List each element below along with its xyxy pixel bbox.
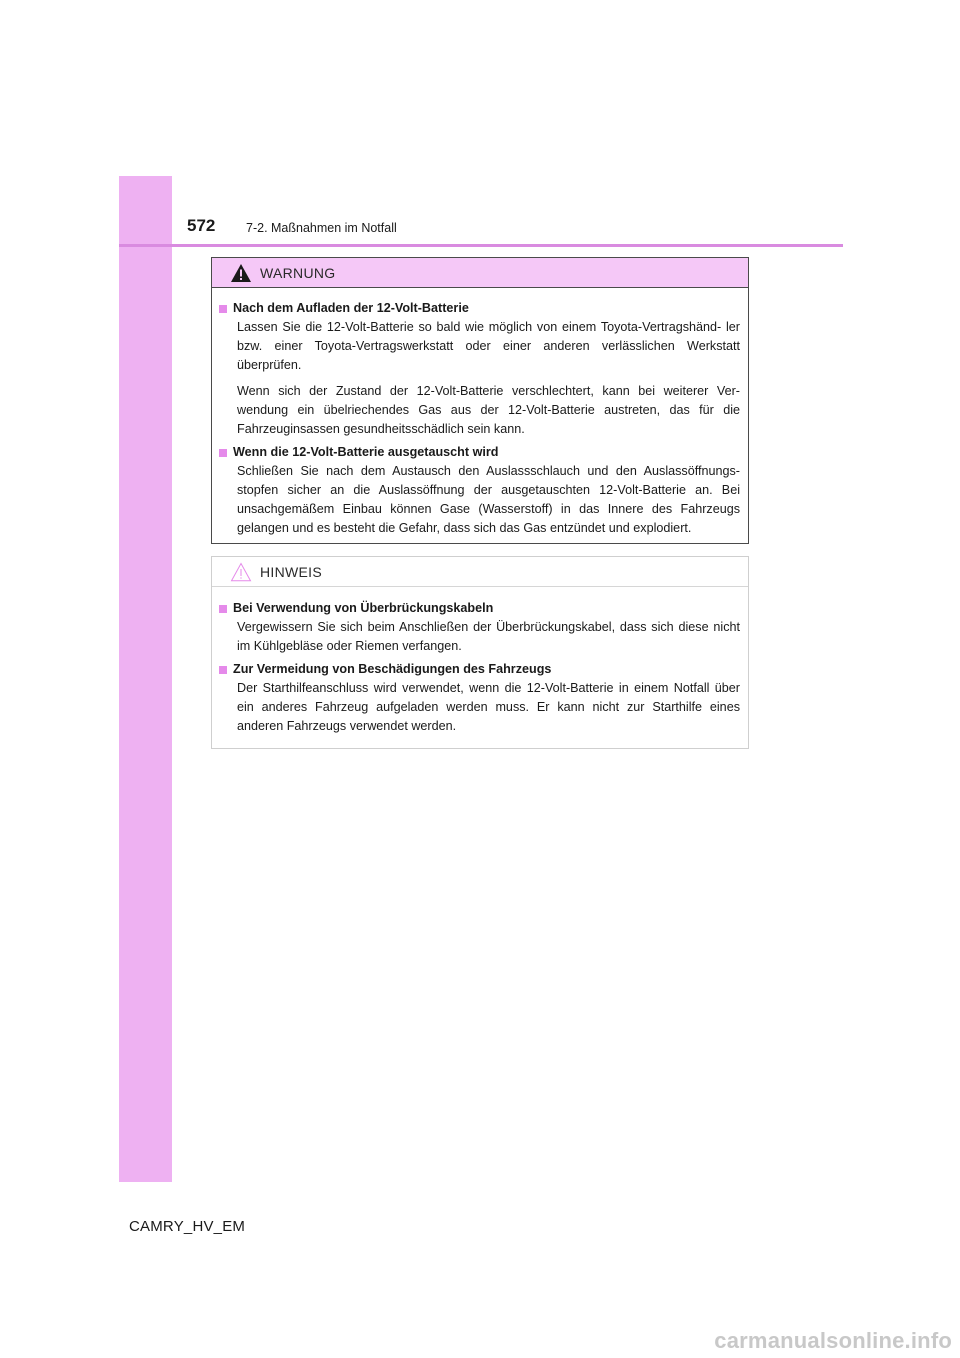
- warning-box: [211, 257, 749, 544]
- warning-body: [212, 288, 748, 538]
- warning-item-heading-text: Nach dem Aufladen der 12-Volt-Batterie: [233, 301, 469, 315]
- warning-title: WARNUNG: [260, 264, 336, 281]
- hint-title: HINWEIS: [260, 563, 322, 580]
- watermark: carmanualsonline.info: [714, 1328, 952, 1353]
- warning-header: [212, 258, 748, 288]
- square-bullet-icon: [219, 605, 227, 613]
- warning-paragraph: Lassen Sie die 12-Volt-Batterie so bald wie möglich von einem Toyota-Vertragshänd- ler bzw. einer Toyota-Vertragswerkstatt oder einer anderen verlässlichen Werkstatt überprüfen.: [237, 320, 740, 372]
- hint-paragraph: Vergewissern Sie sich beim Anschließen der Überbrückungskabel, dass sich diese nicht im Kühlgebläse oder Riemen verfangen.: [237, 620, 740, 653]
- hint-item-heading-text: Bei Verwendung von Überbrückungskabeln: [233, 601, 494, 615]
- hint-header: [212, 557, 748, 587]
- warning-triangle-icon: [230, 263, 252, 283]
- warning-paragraph: Wenn sich der Zustand der 12-Volt-Batterie verschlechtert, kann bei weiterer Ver- wendung ein übelriechendes Gas aus der 12-Volt-Batterie austreten, das für die Fahrzeuginsassen gesundheitsschädlich sein kann.: [237, 384, 740, 436]
- square-bullet-icon: [219, 305, 227, 313]
- hint-item-heading-text: Zur Vermeidung von Beschädigungen des Fahrzeugs: [233, 662, 552, 676]
- hint-body: [212, 587, 748, 736]
- page-number: 572: [187, 216, 216, 235]
- header-rule: [119, 244, 843, 247]
- warning-paragraph: Schließen Sie nach dem Austausch den Auslassschlauch und den Auslassöffnungs- stopfen sicher an die Auslassöffnung der ausgetauschten 12-Volt-Batterie an. Bei unsachgemäßem Einbau können Gase (Wasserstoff) in das Innere des Fahrzeugs gelangen und es besteht die Gefahr, dass sich das Gas entzündet und explodiert.: [237, 464, 740, 535]
- hint-box: [211, 556, 749, 749]
- section-title: 7-2. Maßnahmen im Notfall: [246, 221, 397, 235]
- hint-item-heading: [219, 599, 740, 618]
- hint-paragraph: Der Starthilfeanschluss wird verwendet, wenn die 12-Volt-Batterie in einem Notfall über ein anderes Fahrzeug aufgeladen werden muss. Er kann nicht zur Starthilfe eines anderen Fahrzeugs verwendet werden.: [237, 681, 740, 733]
- warning-item-heading: [219, 443, 740, 462]
- warning-item-heading-text: Wenn die 12-Volt-Batterie ausgetauscht wird: [233, 445, 499, 459]
- hint-item-heading: [219, 660, 740, 679]
- caution-outline-triangle-icon: [230, 562, 252, 582]
- side-color-band: [119, 176, 172, 1182]
- square-bullet-icon: [219, 666, 227, 674]
- warning-item-heading: [219, 299, 740, 318]
- model-code: CAMRY_HV_EM: [129, 1218, 246, 1235]
- square-bullet-icon: [219, 449, 227, 457]
